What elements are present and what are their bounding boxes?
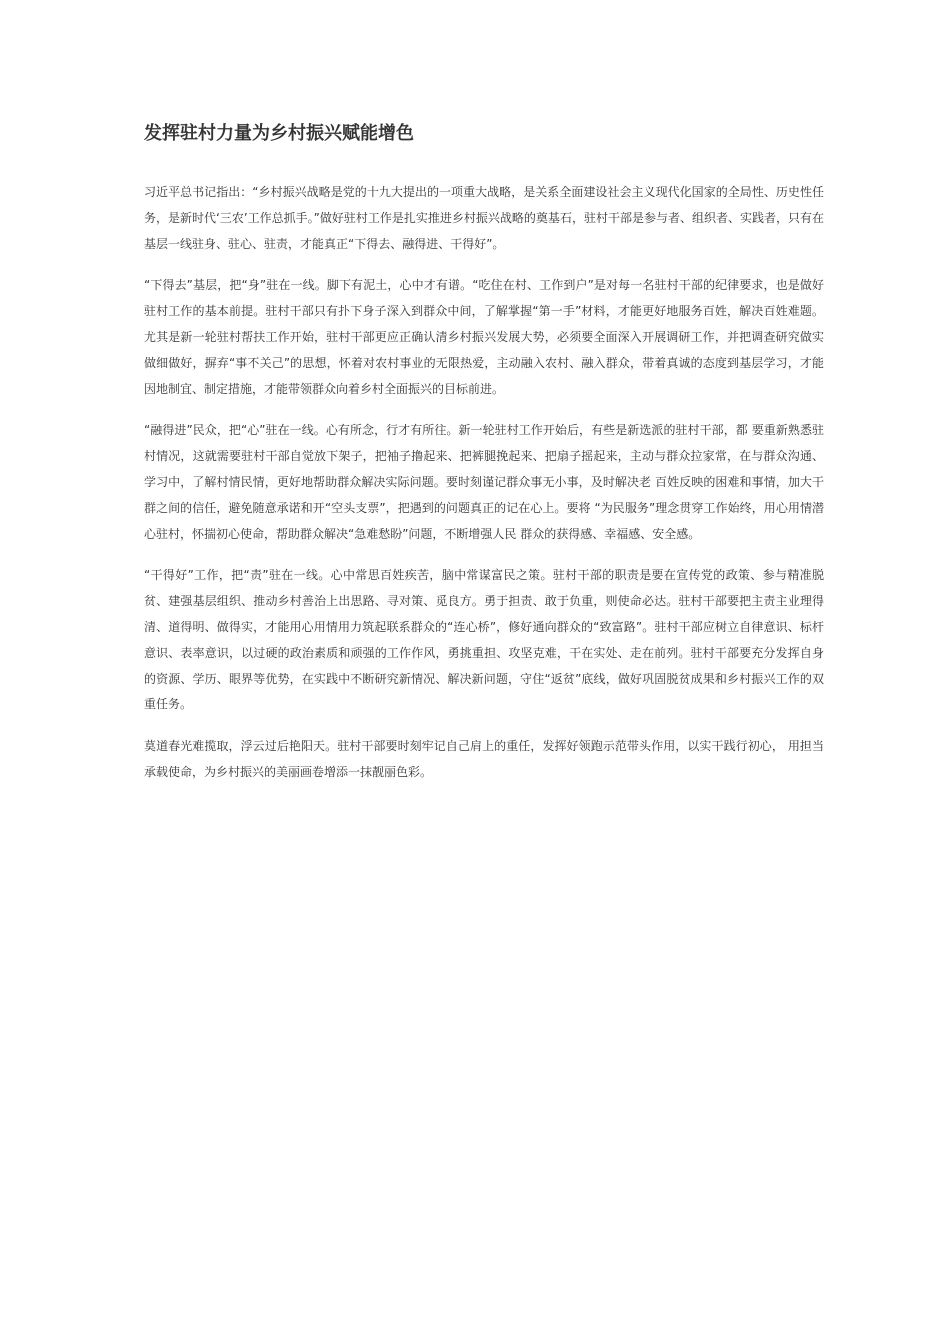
- paragraph-intro: 习近平总书记指出：“乡村振兴战略是党的十九大提出的一项重大战略，是关系全面建设社会主义现代化国家的全局性、历史性任务，是新时代‘三农’工作总抓手。”做好驻村工作是扎实推进乡村振兴战略的奠基石，驻村干部是参与者、组织者、实践者，只有在基层一线驻身、驻心、驻责，才能真正“下得去、融得进、干得好”。: [144, 185, 824, 251]
- article-title: 发挥驻村力量为乡村振兴赋能增色: [144, 123, 414, 144]
- paragraph-rong-de-jin: “融得进”民众，把“心”驻在一线。心有所念，行才有所往。新一轮驻村工作开始后，有些是新选派的驻村干部，都 要重新熟悉驻村情况，这就需要驻村干部自觉放下架子，把袖子撸起来、把裤腿挽起来、把扇子摇起来，主动与群众拉家常，在与群众沟通、学习中，了解村情民情，更好地帮助群众解决实际问题。要时刻谨记群众事无小事，及时解决老 百姓反映的困难和事情，加大干群之间的信任，避免随意承诺和开“空头支票”，把遇到的问题真正的记在心上。要将 “为民服务”理念贯穿工作始终，用心用情潜心驻村，怀揣初心使命，帮助群众解决“急难愁盼”问题，不断增强人民 群众的获得感、幸福感、安全感。: [144, 423, 824, 541]
- article-body: [144, 180, 824, 786]
- paragraph-xia-de-qu: “下得去”基层，把“身”驻在一线。脚下有泥土，心中才有谱。“吃住在村、工作到户”是对每一名驻村干部的纪律要求，也是做好驻村工作的基本前提。驻村干部只有扑下身子深入到群众中间，了解掌握“第一手”材料，才能更好地服务百姓，解决百姓难题。尤其是新一轮驻村帮扶工作开始，驻村干部更应正确认清乡村振兴发展大势，必须要全面深入开展调研工作，并把调查研究做实做细做好，摒弃“事不关己”的思想，怀着对农村事业的无限热爱，主动融入农村、融入群众，带着真诚的态度到基层学习，才能因地制宜、制定措施，才能带领群众向着乡村全面振兴的目标前进。: [144, 278, 824, 396]
- paragraph-conclusion: 莫道春光难揽取，浮云过后艳阳天。驻村干部要时刻牢记自己肩上的重任，发挥好领跑示范带头作用，以实干践行初心， 用担当承载使命，为乡村振兴的美丽画卷增添一抹靓丽色彩。: [144, 739, 824, 779]
- paragraph-gan-de-hao: “干得好”工作，把“责”驻在一线。心中常思百姓疾苦，脑中常谋富民之策。驻村干部的职责是要在宣传党的政策、参与精准脱贫、建强基层组织、推动乡村善治上出思路、寻对策、觅良方。勇于担责、敢于负重，则使命必达。驻村干部要把主责主业理得清、道得明、做得实，才能用心用情用力筑起联系群众的“连心桥”，修好通向群众的“致富路”。驻村干部应树立自律意识、标杆意识、表率意识，以过硬的政治素质和顽强的工作作风，勇挑重担、攻坚克难，干在实处、走在前列。驻村干部要充分发挥自身的资源、学历、眼界等优势，在实践中不断研究新情况、解决新问题，守住“返贫”底线，做好巩固脱贫成果和乡村振兴工作的双重任务。: [144, 568, 824, 712]
- article: [144, 118, 824, 802]
